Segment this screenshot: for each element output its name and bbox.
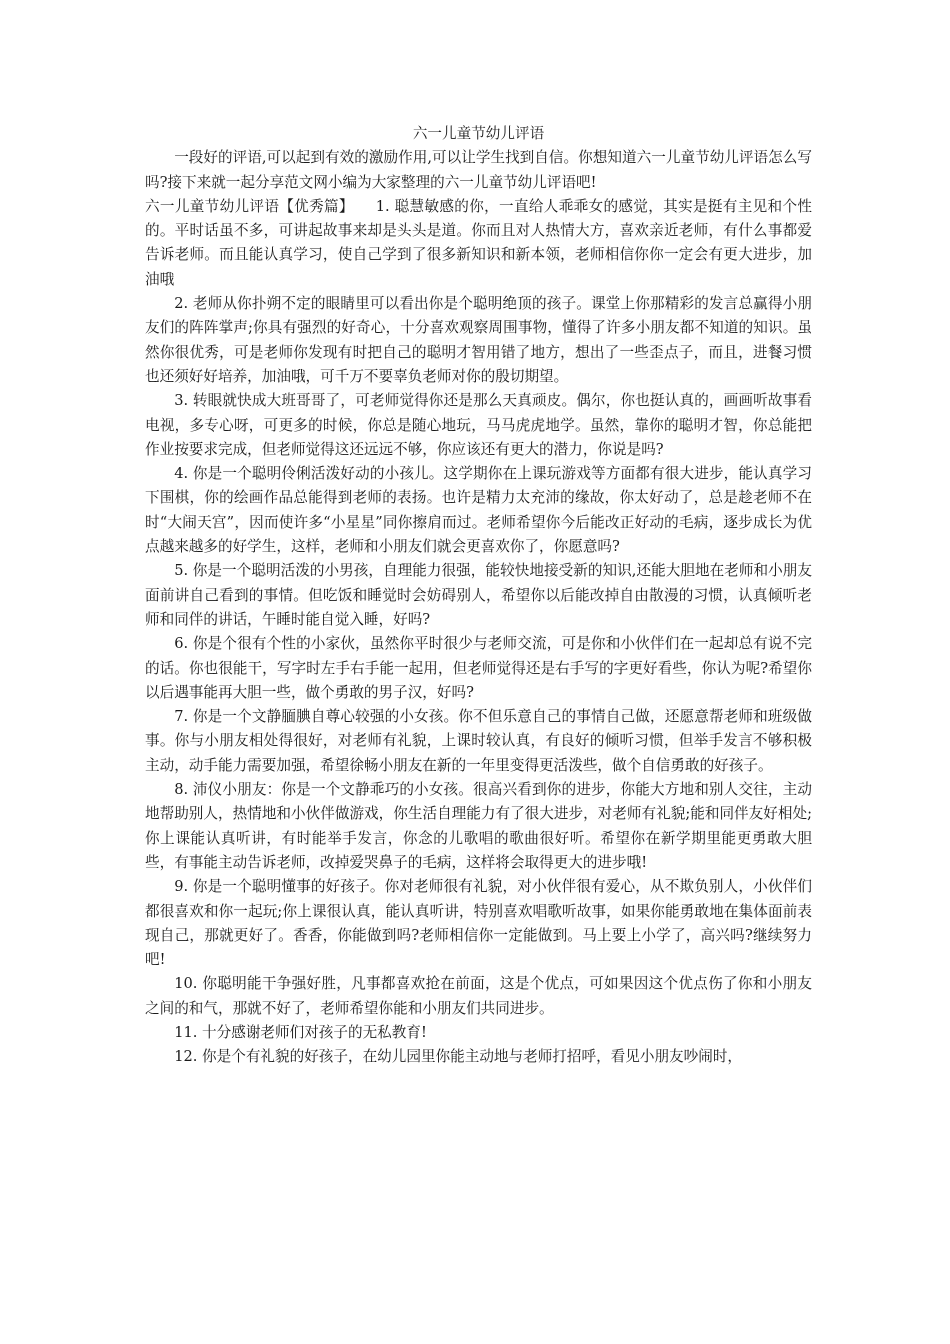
comment-item-1: 1. 聪慧敏感的你，一直给人乖乖女的感觉，其实是挺有主见和个性的。平时话虽不多，可讲起故事来却是头头是道。你而且对人热情大方，喜欢亲近老师，有什么事都爱告诉老师。而且能认真学习，使自己学到了很多新知识和新本领，老师相信你你一定会有更大进步，加油哦 bbox=[145, 197, 812, 288]
comment-item-7: 7. 你是一个文静腼腆自尊心较强的小女孩。你不但乐意自己的事情自己做，还愿意帮老师和班级做事。你与小朋友相处得很好，对老师有礼貌，上课时较认真，有良好的倾听习惯，但举手发言不够积极主动，动手能力需要加强，希望徐畅小朋友在新的一年里变得更活泼些，做个自信勇敢的好孩子。 bbox=[145, 708, 812, 774]
comment-item-4: 4. 你是一个聪明伶俐活泼好动的小孩儿。这学期你在上课玩游戏等方面都有很大进步，能认真学习下围棋，你的绘画作品总能得到老师的表扬。也许是精力太充沛的缘故，你太好动了，总是趁老师不在时“大闹天宫”，因而使许多“小星星”同你擦肩而过。老师希望你今后能改正好动的毛病，逐步成长为优点越来越多的好学生，这样，老师和小朋友们就会更喜欢你了，你愿意吗? bbox=[145, 465, 812, 556]
document-page bbox=[145, 122, 812, 1070]
comment-item-11: 11. 十分感谢老师们对孩子的无私教育! bbox=[174, 1023, 427, 1041]
comment-item-9: 9. 你是一个聪明懂事的好孩子。你对老师很有礼貌，对小伙伴很有爱心，从不欺负别人，小伙伴们都很喜欢和你一起玩;你上课很认真，能认真听讲，特别喜欢唱歌听故事，如果你能勇敢地在集体面前表现自己，那就更好了。香香，你能做到吗?老师相信你一定能做到。马上要上小学了，高兴吗?继续努力吧! bbox=[145, 878, 812, 969]
document-title: 六一儿童节幼儿评语 bbox=[412, 125, 545, 142]
comment-item-8: 8. 沛仪小朋友：你是一个文静乖巧的小女孩。很高兴看到你的进步，你能大方地和别人交往，主动地帮助别人，热情地和小伙伴做游戏，你生活自理能力有了很大进步，对老师有礼貌;能和同伴友好相处;你上课能认真听讲，有时能举手发言，你念的儿歌唱的歌曲很好听。希望你在新学期里能更勇敢大胆些，有事能主动告诉老师，改掉爱哭鼻子的毛病，这样将会取得更大的进步哦! bbox=[145, 781, 812, 871]
comment-item-5: 5. 你是一个聪明活泼的小男孩，自理能力很强，能较快地接受新的知识,还能大胆地在老师和小朋友面前讲自己看到的事情。但吃饭和睡觉时会妨碍别人，希望你以后能改掉自由散漫的习惯，认真倾听老师和同伴的讲话，午睡时能自觉入睡，好吗? bbox=[145, 562, 812, 628]
comment-item-12: 12. 你是个有礼貌的好孩子，在幼儿园里你能主动地与老师打招呼，看见小朋友吵闹时， bbox=[174, 1048, 743, 1066]
comment-item-2: 2. 老师从你扑朔不定的眼睛里可以看出你是个聪明绝顶的孩子。课堂上你那精彩的发言总赢得小朋友们的阵阵掌声;你具有强烈的好奇心，十分喜欢观察周围事物，懂得了许多小朋友都不知道的知识。虽然你很优秀，可是老师你发现有时把自己的聪明才智用错了地方，想出了一些歪点子，而且，进餐习惯也还须好好培养，加油哦，可千万不要辜负老师对你的殷切期望。 bbox=[145, 295, 812, 385]
comment-item-6: 6. 你是个很有个性的小家伙，虽然你平时很少与老师交流，可是你和小伙伴们在一起却总有说不完的话。你也很能干，写字时左手右手能一起用，但老师觉得还是右手写的字更好看些，你认为呢?希望你以后遇事能再大胆一些，做个勇敢的男子汉，好吗? bbox=[145, 635, 812, 701]
comment-item-10: 10. 你聪明能干争强好胜，凡事都喜欢抢在前面，这是个优点，可如果因这个优点伤了你和小朋友之间的和气，那就不好了，老师希望你能和小朋友们共同进步。 bbox=[145, 975, 812, 1017]
comment-item-3: 3. 转眼就快成大班哥哥了，可老师觉得你还是那么天真顽皮。偶尔，你也挺认真的，画画听故事看电视，多专心呀，可更多的时候，你总是随心地玩，马马虎虎地学。虽然，靠你的聪明才智，你总能把作业按要求完成，但老师觉得这还远远不够，你应该还有更大的潜力，你说是吗? bbox=[145, 392, 812, 458]
section-heading: 六一儿童节幼儿评语【优秀篇】 bbox=[145, 197, 354, 215]
intro-paragraph: 一段好的评语,可以起到有效的激励作用,可以让学生找到自信。你想知道六一儿童节幼儿评语怎么写吗?接下来就一起分享范文网小编为大家整理的六一儿童节幼儿评语吧! bbox=[145, 149, 812, 191]
section-first-paragraph bbox=[145, 195, 812, 292]
